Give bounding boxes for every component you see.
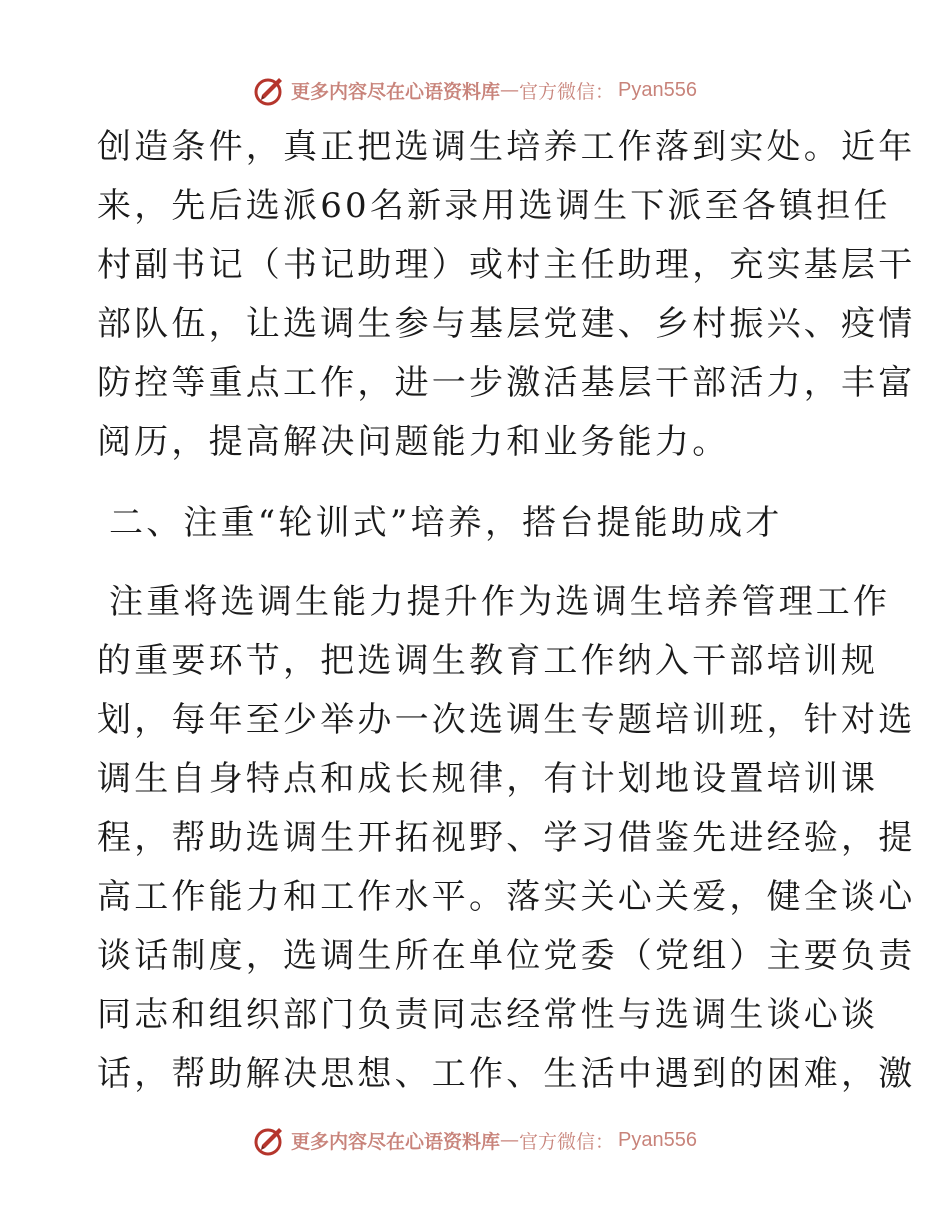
footer-watermark bbox=[0, 1120, 950, 1160]
watermark-wechat-label: 官方微信： bbox=[519, 1130, 615, 1153]
watermark-site-name: 更多内容尽在心语资料库 bbox=[291, 80, 501, 103]
text-line: 注重将选调生能力提升作为选调生培养管理工作 bbox=[109, 582, 891, 622]
text-line: 程，帮助选调生开拓视野、学习借鉴先进经验，提 bbox=[97, 818, 916, 858]
document-body bbox=[97, 118, 916, 1104]
text-line: 调生自身特点和成长规律，有计划地设置培训课 bbox=[97, 759, 879, 799]
text-line: 同志和组织部门负责同志经常性与选调生谈心谈 bbox=[97, 995, 879, 1035]
text-line: 部队伍，让选调生参与基层党建、乡村振兴、疫情 bbox=[97, 304, 916, 344]
watermark-wechat-account: Pyan556 bbox=[618, 78, 697, 101]
pen-logo-icon bbox=[253, 1123, 287, 1157]
text-line: 的重要环节，把选调生教育工作纳入干部培训规 bbox=[97, 641, 879, 681]
watermark-dash: — bbox=[500, 79, 520, 101]
paragraph-2 bbox=[97, 573, 916, 1104]
watermark-site-name: 更多内容尽在心语资料库 bbox=[291, 1130, 501, 1153]
text-line: 来，先后选派60名新录用选调生下派至各镇担任 bbox=[97, 186, 891, 226]
watermark-wechat-label: 官方微信： bbox=[519, 80, 615, 103]
text-line: 阅历，提高解决问题能力和业务能力。 bbox=[97, 422, 730, 462]
text-line: 创造条件，真正把选调生培养工作落到实处。近年 bbox=[97, 127, 916, 167]
text-line: 高工作能力和工作水平。落实关心关爱，健全谈心 bbox=[97, 877, 916, 917]
watermark-dash: — bbox=[500, 1129, 520, 1151]
watermark-wechat-account: Pyan556 bbox=[618, 1128, 697, 1151]
pen-logo-icon bbox=[253, 73, 287, 107]
text-line: 村副书记（书记助理）或村主任助理，充实基层干 bbox=[97, 245, 916, 285]
paragraph-1 bbox=[97, 118, 916, 472]
section-heading: 二、注重“轮训式”培养，搭台提能助成才 bbox=[109, 503, 783, 543]
text-line: 话，帮助解决思想、工作、生活中遇到的困难，激 bbox=[97, 1054, 916, 1094]
text-line: 划，每年至少举办一次选调生专题培训班，针对选 bbox=[97, 700, 916, 740]
header-watermark bbox=[0, 70, 950, 110]
text-line: 防控等重点工作，进一步激活基层干部活力，丰富 bbox=[97, 363, 916, 403]
text-line: 谈话制度，选调生所在单位党委（党组）主要负责 bbox=[97, 936, 916, 976]
